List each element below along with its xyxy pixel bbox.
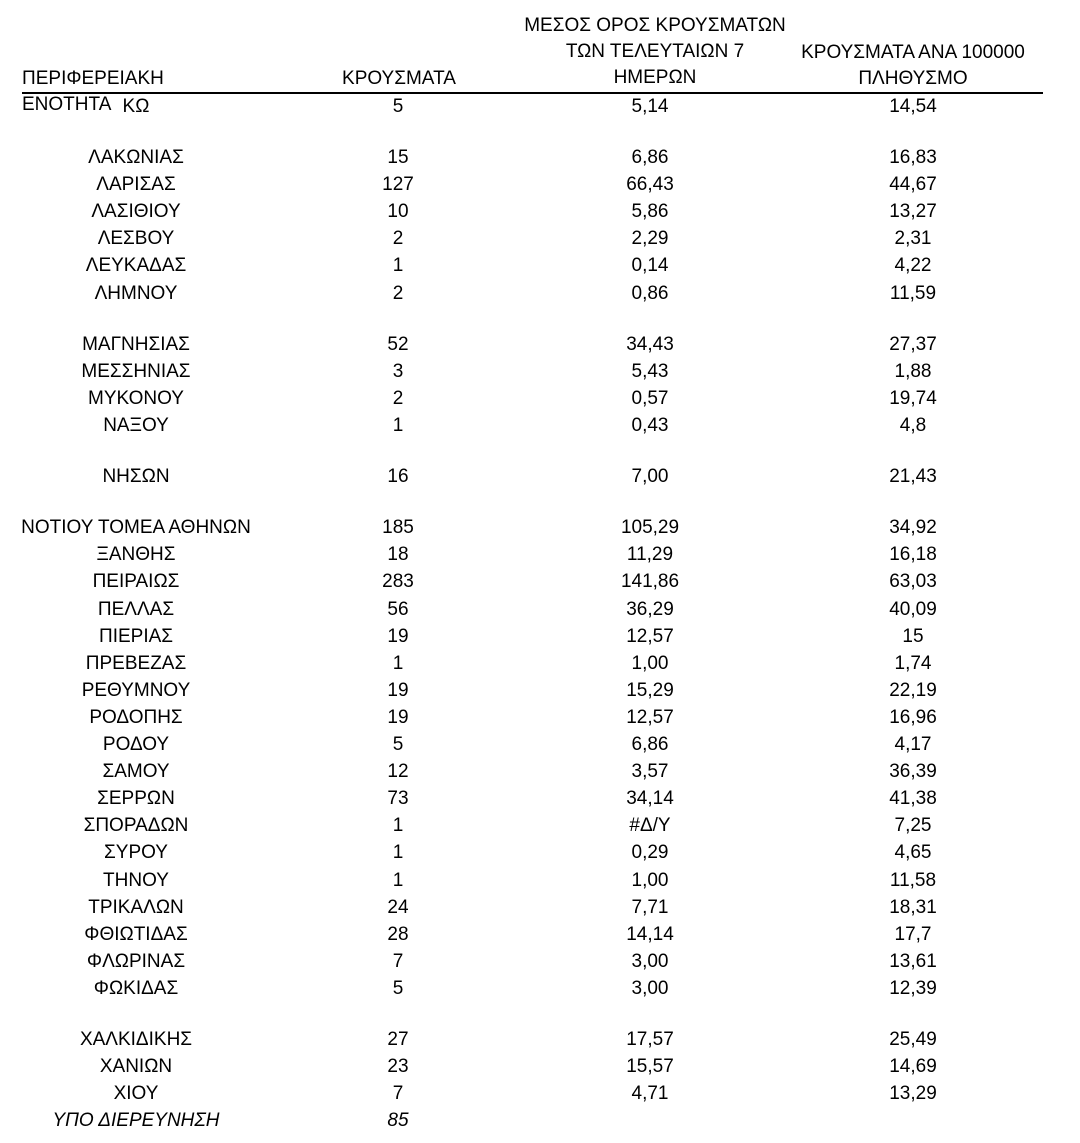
cell-cases-per-100k: 21,43: [889, 466, 937, 487]
cell-cases-per-100k: 4,17: [894, 734, 932, 755]
header-per100k-line-1: ΚΡΟΥΣΜΑΤΑ ΑΝΑ 100000: [801, 42, 1025, 63]
table-row: [0, 1080, 1080, 1107]
table-row: [0, 385, 1080, 412]
cell-avg-7-days: 3,57: [631, 761, 669, 782]
cell-region: ΞΑΝΘΗΣ: [96, 544, 176, 565]
cell-region: ΦΩΚΙΔΑΣ: [93, 978, 179, 999]
cell-avg-7-days: 36,29: [626, 599, 674, 620]
cell-cases-per-100k: 27,37: [889, 334, 937, 355]
cell-avg-7-days: [579, 1107, 721, 1134]
cell-cases-per-100k: 40,09: [889, 599, 937, 620]
cell-cases-per-100k: [838, 1107, 988, 1134]
cell-avg-7-days: 11,29: [626, 544, 674, 565]
cell-cases: 73: [387, 788, 409, 809]
table-row: [0, 331, 1080, 358]
table-row: [0, 650, 1080, 677]
cell-region: ΡΟΔΟΥ: [102, 734, 170, 755]
cell-cases-per-100k: 4,8: [899, 415, 927, 436]
cell-cases: 5: [392, 96, 404, 117]
cell-region: ΣΠΟΡΑΔΩΝ: [83, 815, 189, 836]
cell-cases-per-100k: 34,92: [889, 517, 937, 538]
table-row: [0, 358, 1080, 385]
cell-cases-per-100k: 22,19: [889, 680, 937, 701]
table-row: [0, 514, 1080, 541]
table-row: [0, 839, 1080, 866]
table-row: [0, 596, 1080, 623]
table-row: [0, 921, 1080, 948]
cell-cases: 1: [392, 842, 404, 863]
cell-avg-7-days: 6,86: [631, 147, 669, 168]
table-row: [0, 758, 1080, 785]
cell-cases-per-100k: 4,22: [894, 255, 932, 276]
cell-cases-per-100k: 16,83: [889, 147, 937, 168]
cell-cases: 1: [392, 653, 404, 674]
cell-cases-per-100k: 12,39: [889, 978, 937, 999]
cell-cases-per-100k: 15: [902, 626, 924, 647]
cell-avg-7-days: 3,00: [631, 978, 669, 999]
cell-region: ΠΕΙΡΑΙΩΣ: [92, 571, 180, 592]
cell-cases-per-100k: 13,27: [889, 201, 937, 222]
header-avg-line-3: ΗΜΕΡΩΝ: [613, 67, 697, 88]
cell-region: ΝΟΤΙΟΥ ΤΟΜΕΑ ΑΘΗΝΩΝ: [21, 517, 251, 538]
cell-avg-7-days: 15,57: [626, 1056, 674, 1077]
cell-cases-per-100k: 36,39: [889, 761, 937, 782]
cell-avg-7-days: 34,43: [626, 334, 674, 355]
cell-cases-per-100k: 2,31: [894, 228, 932, 249]
table-row: [0, 623, 1080, 650]
cell-avg-7-days: 66,43: [626, 174, 674, 195]
cell-region: ΥΠΟ ΔΙΕΡΕΥΝΗΣΗ: [52, 1110, 220, 1131]
cell-cases: 19: [387, 707, 409, 728]
cell-cases: 28: [387, 924, 409, 945]
cell-avg-7-days: 5,86: [631, 201, 669, 222]
cell-cases: 7: [392, 951, 404, 972]
cell-cases: 19: [387, 680, 409, 701]
cell-cases: 7: [392, 1083, 404, 1104]
cell-region: ΦΛΩΡΙΝΑΣ: [86, 951, 186, 972]
cell-cases: 185: [382, 517, 414, 538]
cell-cases: 1: [392, 815, 404, 836]
cell-cases: 2: [392, 283, 404, 304]
cell-cases-per-100k: 16,96: [889, 707, 937, 728]
cell-cases-per-100k: 19,74: [889, 388, 937, 409]
cell-cases-per-100k: 17,7: [894, 924, 932, 945]
cell-region: ΜΑΓΝΗΣΙΑΣ: [82, 334, 190, 355]
cell-avg-7-days: 0,43: [631, 415, 669, 436]
cell-cases-per-100k: 16,18: [889, 544, 937, 565]
table-row: [0, 412, 1080, 439]
table-row: [0, 1053, 1080, 1080]
table-row: [0, 704, 1080, 731]
cell-cases: 16: [387, 466, 409, 487]
table-row: [0, 541, 1080, 568]
cell-avg-7-days: 0,29: [631, 842, 669, 863]
cell-avg-7-days: 17,57: [626, 1029, 674, 1050]
cell-region: ΠΕΛΛΑΣ: [97, 599, 175, 620]
cell-region: ΛΗΜΝΟΥ: [94, 283, 178, 304]
cell-cases: 3: [392, 361, 404, 382]
cell-cases-per-100k: 18,31: [889, 897, 937, 918]
header-per100k-line-2: ΠΛΗΘΥΣΜΟ: [858, 68, 968, 89]
cell-region: ΝΑΞΟΥ: [103, 415, 169, 436]
cell-avg-7-days: 7,71: [631, 897, 669, 918]
cell-region: ΧΑΛΚΙΔΙΚΗΣ: [79, 1029, 193, 1050]
cell-cases: 85: [387, 1110, 409, 1131]
cell-cases: 19: [387, 626, 409, 647]
cell-region: ΛΑΚΩΝΙΑΣ: [88, 147, 184, 168]
cell-cases: 127: [382, 174, 414, 195]
cell-region: ΣΑΜΟΥ: [102, 761, 170, 782]
table-row: [0, 948, 1080, 975]
table-row: [0, 144, 1080, 171]
cell-avg-7-days: 3,00: [631, 951, 669, 972]
cell-region: ΛΑΣΙΘΙΟΥ: [91, 201, 181, 222]
cell-avg-7-days: 4,71: [631, 1083, 669, 1104]
cell-region: ΤΡΙΚΑΛΩΝ: [88, 897, 184, 918]
cell-avg-7-days: 5,14: [631, 96, 669, 117]
cell-region: ΤΗΝΟΥ: [103, 870, 169, 891]
cell-cases: 1: [392, 255, 404, 276]
cell-cases-per-100k: 11,59: [889, 283, 937, 304]
cell-region: ΡΟΔΟΠΗΣ: [89, 707, 183, 728]
cell-region: ΡΕΘΥΜΝΟΥ: [81, 680, 191, 701]
table-row: [0, 731, 1080, 758]
table-row: [0, 894, 1080, 921]
cell-cases-per-100k: 41,38: [889, 788, 937, 809]
cell-avg-7-days: 1,00: [631, 653, 669, 674]
cell-cases: 12: [387, 761, 409, 782]
cell-avg-7-days: 141,86: [620, 571, 680, 592]
cell-region: ΜΕΣΣΗΝΙΑΣ: [81, 361, 191, 382]
cell-cases: 10: [387, 201, 409, 222]
cell-avg-7-days: 2,29: [631, 228, 669, 249]
cell-cases-per-100k: 44,67: [889, 174, 937, 195]
cell-region: ΚΩ: [122, 96, 150, 117]
cell-cases: 5: [392, 734, 404, 755]
cell-avg-7-days: 14,14: [626, 924, 674, 945]
cell-region: ΧΙΟΥ: [113, 1083, 159, 1104]
cell-cases-per-100k: 7,25: [894, 815, 932, 836]
cell-cases: 283: [382, 571, 414, 592]
cell-avg-7-days: 0,57: [631, 388, 669, 409]
cell-cases-per-100k: 25,49: [889, 1029, 937, 1050]
table-row: [0, 198, 1080, 225]
cell-region: ΣΕΡΡΩΝ: [97, 788, 175, 809]
cell-avg-7-days: 0,14: [631, 255, 669, 276]
cell-cases: 2: [392, 388, 404, 409]
cell-avg-7-days: 0,86: [631, 283, 669, 304]
table-row: [0, 785, 1080, 812]
cell-avg-7-days: 15,29: [626, 680, 674, 701]
cell-avg-7-days: 5,43: [631, 361, 669, 382]
cell-cases: 15: [387, 147, 409, 168]
cell-region: ΛΕΣΒΟΥ: [97, 228, 175, 249]
cell-cases-per-100k: 13,29: [889, 1083, 937, 1104]
cell-cases-per-100k: 63,03: [889, 571, 937, 592]
cell-region: ΜΥΚΟΝΟΥ: [88, 388, 184, 409]
cell-cases: 56: [387, 599, 409, 620]
cell-cases-per-100k: 13,61: [889, 951, 937, 972]
cell-cases: 2: [392, 228, 404, 249]
cell-cases: 52: [387, 334, 409, 355]
cell-cases: 1: [392, 415, 404, 436]
cell-avg-7-days: 7,00: [631, 466, 669, 487]
cell-avg-7-days: 34,14: [626, 788, 674, 809]
cell-cases: 5: [392, 978, 404, 999]
cell-region: ΝΗΣΩΝ: [102, 466, 170, 487]
header-avg-line-2: ΤΩΝ ΤΕΛΕΥΤΑΙΩΝ 7: [565, 41, 745, 62]
table-row: [0, 280, 1080, 307]
cell-cases-per-100k: 1,74: [894, 653, 932, 674]
table-row: [0, 975, 1080, 1002]
cell-cases: 23: [387, 1056, 409, 1077]
cell-region: ΛΑΡΙΣΑΣ: [96, 174, 176, 195]
table-row: [0, 171, 1080, 198]
cell-avg-7-days: 105,29: [620, 517, 680, 538]
table-row: [0, 677, 1080, 704]
cell-avg-7-days: 12,57: [626, 626, 674, 647]
table-row: [0, 252, 1080, 279]
cell-avg-7-days: #Δ/Υ: [629, 815, 671, 836]
cell-cases-per-100k: 1,88: [894, 361, 932, 382]
table-row: [0, 93, 1080, 120]
cell-region: ΦΘΙΩΤΙΔΑΣ: [84, 924, 188, 945]
cell-cases: 18: [387, 544, 409, 565]
table-row: [0, 1107, 1080, 1134]
cell-avg-7-days: 6,86: [631, 734, 669, 755]
header-cases: ΚΡΟΥΣΜΑΤΑ: [342, 68, 456, 89]
cell-avg-7-days: 12,57: [626, 707, 674, 728]
table-row: [0, 463, 1080, 490]
cell-region: ΠΙΕΡΙΑΣ: [98, 626, 174, 647]
header-avg-line-1: ΜΕΣΟΣ ΟΡΟΣ ΚΡΟΥΣΜΑΤΩΝ: [524, 15, 786, 36]
cell-region: ΣΥΡΟΥ: [104, 842, 168, 863]
cell-cases-per-100k: 11,58: [889, 870, 937, 891]
table-row: [0, 225, 1080, 252]
table-row: [0, 867, 1080, 894]
cell-cases-per-100k: 14,54: [889, 96, 937, 117]
cell-cases: 24: [387, 897, 409, 918]
header-region: ΠΕΡΙΦΕΡΕΙΑΚΗ ΕΝΟΤΗΤΑ: [22, 68, 164, 115]
table-row: [0, 568, 1080, 595]
cell-cases-per-100k: 14,69: [889, 1056, 937, 1077]
cell-cases: 27: [387, 1029, 409, 1050]
cell-region: ΠΡΕΒΕΖΑΣ: [85, 653, 187, 674]
cell-cases: 1: [392, 870, 404, 891]
table-row: [0, 1026, 1080, 1053]
cell-region: ΛΕΥΚΑΔΑΣ: [85, 255, 187, 276]
cell-avg-7-days: 1,00: [631, 870, 669, 891]
cell-region: ΧΑΝΙΩΝ: [99, 1056, 173, 1077]
table-row: [0, 812, 1080, 839]
cell-cases-per-100k: 4,65: [894, 842, 932, 863]
